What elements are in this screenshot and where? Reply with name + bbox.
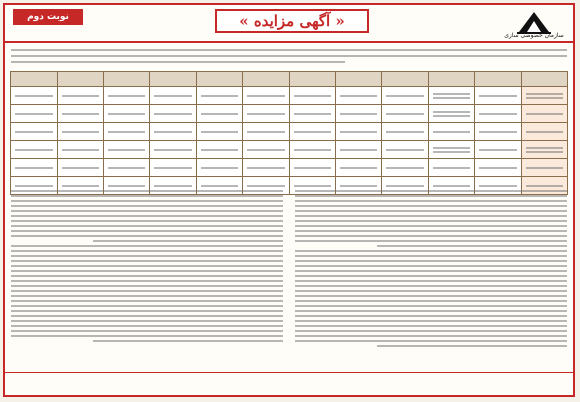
table-header-cell	[521, 72, 567, 87]
round-badge: نوبت دوم	[13, 9, 83, 25]
table-cell	[196, 87, 242, 105]
table-cell	[150, 141, 196, 159]
table-cell	[57, 159, 103, 177]
table-cell	[243, 105, 289, 123]
logo-caption: سازمان خصوصی سازی	[504, 32, 564, 39]
table-cell	[289, 141, 335, 159]
table-cell	[289, 87, 335, 105]
auction-table	[10, 71, 568, 181]
table-cell	[196, 123, 242, 141]
table-cell	[196, 141, 242, 159]
table-header-row	[11, 72, 568, 87]
table-cell	[521, 159, 567, 177]
table-cell	[196, 105, 242, 123]
terms-body	[11, 187, 567, 362]
table-row	[11, 141, 568, 159]
table-cell	[196, 159, 242, 177]
table-cell	[11, 159, 58, 177]
table-header-cell	[335, 72, 381, 87]
table-cell	[103, 123, 149, 141]
table-cell	[57, 105, 103, 123]
table-cell	[150, 159, 196, 177]
table-cell	[335, 87, 381, 105]
table-cell	[475, 159, 521, 177]
table-cell	[103, 159, 149, 177]
table-cell	[103, 141, 149, 159]
table-cell	[289, 105, 335, 123]
table-cell	[289, 123, 335, 141]
table-header-cell	[289, 72, 335, 87]
table-cell	[335, 123, 381, 141]
table-cell	[150, 87, 196, 105]
table-header-cell	[475, 72, 521, 87]
table-cell	[428, 141, 474, 159]
table-cell	[103, 105, 149, 123]
table-cell	[382, 123, 428, 141]
table-cell	[11, 87, 58, 105]
table-cell	[150, 123, 196, 141]
page-title: « آگهی مزایده »	[239, 12, 345, 30]
table-cell	[57, 141, 103, 159]
table-cell	[475, 105, 521, 123]
table-cell	[475, 87, 521, 105]
table-cell	[11, 123, 58, 141]
table-cell	[57, 87, 103, 105]
table-cell	[243, 87, 289, 105]
terms-column-right	[295, 187, 567, 362]
table-cell	[11, 105, 58, 123]
table-cell	[382, 141, 428, 159]
table-cell	[335, 159, 381, 177]
intro-paragraph	[11, 45, 567, 69]
table-row	[11, 159, 568, 177]
table-header-cell	[243, 72, 289, 87]
table-header-cell	[103, 72, 149, 87]
table-cell	[243, 141, 289, 159]
table-cell	[475, 141, 521, 159]
table-cell	[103, 87, 149, 105]
table-cell	[521, 87, 567, 105]
table-cell	[243, 159, 289, 177]
header	[5, 5, 573, 43]
advertisement-page	[3, 3, 575, 397]
table-header-cell	[428, 72, 474, 87]
table-row	[11, 105, 568, 123]
table-cell	[475, 123, 521, 141]
table-row	[11, 87, 568, 105]
table-cell	[521, 141, 567, 159]
table-cell	[382, 105, 428, 123]
table-cell	[335, 105, 381, 123]
table-header-cell	[57, 72, 103, 87]
terms-column-left	[11, 187, 283, 362]
table-header-cell	[11, 72, 58, 87]
table-cell	[521, 123, 567, 141]
table-cell	[57, 123, 103, 141]
table-cell	[428, 159, 474, 177]
table-cell	[335, 141, 381, 159]
table-cell	[428, 123, 474, 141]
table-header-cell	[196, 72, 242, 87]
table-cell	[243, 123, 289, 141]
title-box	[215, 9, 369, 33]
table-cell	[382, 159, 428, 177]
table-cell	[382, 87, 428, 105]
table-cell	[521, 105, 567, 123]
footer-text	[13, 377, 313, 389]
table-cell	[428, 105, 474, 123]
table-cell	[150, 105, 196, 123]
footer	[5, 372, 573, 395]
table-cell	[428, 87, 474, 105]
table-cell	[289, 159, 335, 177]
table-header-cell	[150, 72, 196, 87]
table-row	[11, 123, 568, 141]
table-header-cell	[382, 72, 428, 87]
table-cell	[11, 141, 58, 159]
